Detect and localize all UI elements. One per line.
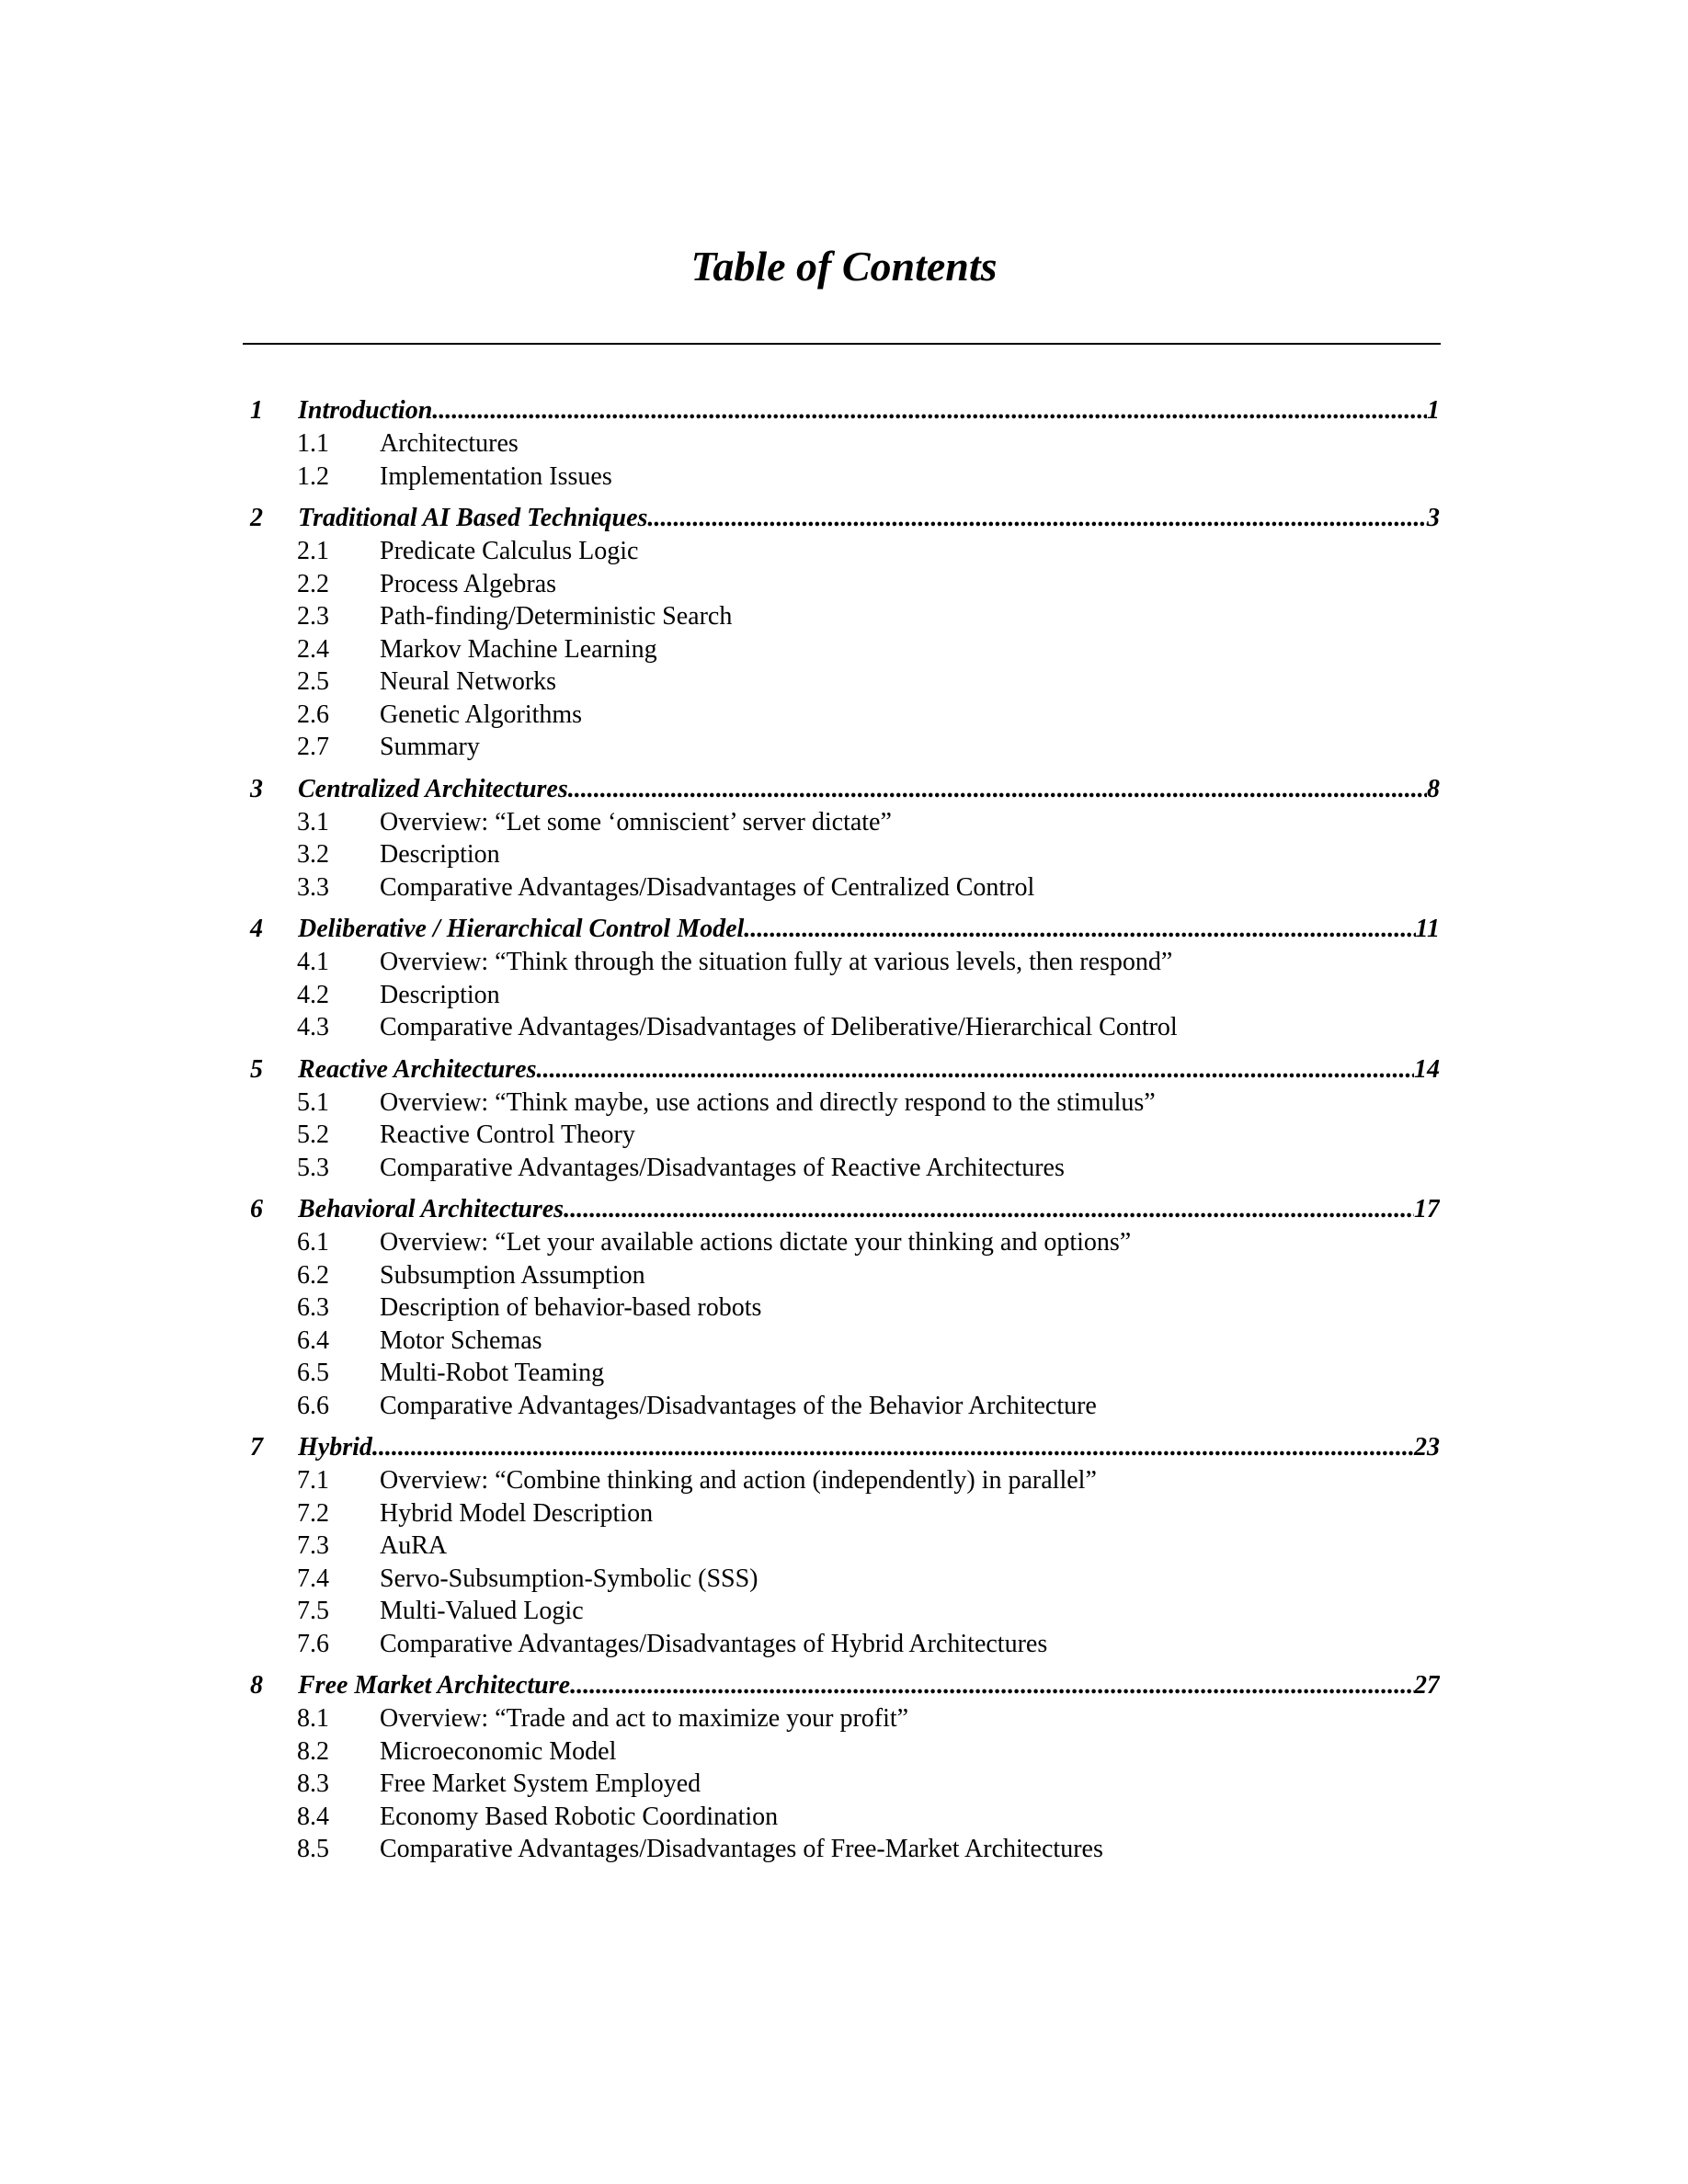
toc-section-entry[interactable] — [0, 1595, 1688, 1628]
section-title: Free Market System Employed — [380, 1769, 701, 1798]
section-title: Overview: “Let some ‘omniscient’ server dictate” — [380, 807, 892, 836]
section-number: 7.4 — [297, 1564, 329, 1593]
toc-section-entry[interactable] — [0, 535, 1688, 568]
section-number: 2.3 — [297, 602, 329, 631]
toc-section-entry[interactable] — [0, 1768, 1688, 1801]
section-title: Comparative Advantages/Disadvantages of Reactive Architectures — [380, 1153, 1065, 1182]
chapter-title: Behavioral Architectures — [298, 1195, 565, 1223]
section-title: Architectures — [380, 429, 519, 458]
section-number: 2.1 — [297, 537, 329, 565]
chapter-number: 1 — [250, 396, 263, 425]
section-title: Path-finding/Deterministic Search — [380, 602, 733, 631]
section-title: Reactive Control Theory — [380, 1120, 635, 1149]
chapter-title: Deliberative / Hierarchical Control Model — [298, 915, 745, 943]
chapter-line — [298, 502, 1440, 535]
section-number: 8.3 — [297, 1769, 329, 1798]
section-title: Multi-Robot Teaming — [380, 1359, 605, 1387]
dot-leader — [744, 913, 1415, 946]
section-number: 6.4 — [297, 1325, 329, 1355]
toc-section-entry[interactable] — [0, 1464, 1688, 1497]
section-title: Comparative Advantages/Disadvantages of Hybrid Architectures — [380, 1629, 1048, 1658]
section-number: 7.6 — [297, 1629, 329, 1658]
section-number: 5.1 — [297, 1087, 329, 1117]
chapter-title: Hybrid — [298, 1433, 372, 1462]
section-number: 3.2 — [297, 840, 329, 869]
chapter-line — [298, 394, 1440, 427]
toc-section-entry[interactable] — [0, 1833, 1688, 1866]
page-title: Table of Contents — [690, 243, 998, 290]
chapter-number: 6 — [250, 1195, 263, 1223]
section-title: Microeconomic Model — [380, 1736, 617, 1766]
section-number: 4.1 — [297, 948, 329, 976]
chapter-page-number: 1 — [1427, 396, 1440, 425]
section-title: Description — [380, 980, 500, 1009]
section-number: 5.3 — [297, 1153, 329, 1182]
chapter-page-number: 17 — [1414, 1195, 1440, 1223]
section-number: 7.3 — [297, 1531, 329, 1560]
chapter-number: 8 — [250, 1671, 263, 1700]
toc-section-entry[interactable] — [0, 1011, 1688, 1044]
chapter-number: 3 — [250, 774, 263, 803]
toc-section-entry[interactable] — [0, 1325, 1688, 1358]
toc-chapter — [0, 1053, 1688, 1185]
chapter-page-number: 14 — [1414, 1054, 1440, 1084]
toc-chapter-entry[interactable] — [0, 1053, 1688, 1086]
section-number: 3.3 — [297, 872, 329, 902]
chapter-title: Traditional AI Based Techniques — [298, 504, 648, 532]
toc-section-entry[interactable] — [0, 1119, 1688, 1152]
section-title: Description of behavior-based robots — [380, 1293, 762, 1322]
section-number: 2.4 — [297, 634, 329, 664]
section-number: 8.4 — [297, 1802, 329, 1831]
section-title: Overview: “Trade and act to maximize your profit” — [380, 1704, 909, 1733]
section-number: 2.7 — [297, 733, 329, 761]
dot-leader — [647, 502, 1427, 535]
section-number: 8.5 — [297, 1835, 329, 1863]
chapter-page-number: 3 — [1427, 504, 1440, 532]
chapter-page-number: 23 — [1414, 1433, 1440, 1462]
section-number: 6.2 — [297, 1260, 329, 1290]
section-title: Genetic Algorithms — [380, 700, 583, 729]
toc-chapter — [0, 1431, 1688, 1660]
title-divider — [243, 343, 1441, 345]
toc-chapter — [0, 773, 1688, 904]
toc-section-entry[interactable] — [0, 461, 1688, 494]
chapter-line — [298, 1669, 1440, 1702]
chapter-title: Introduction — [298, 396, 433, 425]
section-number: 2.6 — [297, 700, 329, 729]
section-title: Motor Schemas — [380, 1325, 542, 1355]
section-title: Process Algebras — [380, 569, 557, 598]
toc-section-entry[interactable] — [0, 1801, 1688, 1834]
section-title: Multi-Valued Logic — [380, 1597, 584, 1625]
chapter-line — [298, 773, 1440, 806]
section-number: 8.1 — [297, 1704, 329, 1733]
section-title: Description — [380, 840, 500, 869]
section-title: Overview: “Let your available actions dictate your thinking and options” — [380, 1228, 1132, 1257]
chapter-number: 4 — [250, 915, 263, 943]
toc-chapter-entry[interactable] — [0, 394, 1688, 427]
section-title: Comparative Advantages/Disadvantages of Free-Market Architectures — [380, 1835, 1103, 1863]
chapter-line — [298, 1193, 1440, 1226]
toc-chapter-entry[interactable] — [0, 1193, 1688, 1226]
section-number: 2.5 — [297, 667, 329, 696]
section-number: 5.2 — [297, 1120, 329, 1149]
section-number: 8.2 — [297, 1736, 329, 1766]
toc-section-entry[interactable] — [0, 1291, 1688, 1325]
section-title: Economy Based Robotic Coordination — [380, 1802, 779, 1831]
section-number: 4.3 — [297, 1013, 329, 1041]
section-number: 1.2 — [297, 461, 329, 491]
section-title: Comparative Advantages/Disadvantages of the Behavior Architecture — [380, 1391, 1097, 1420]
toc-chapter — [0, 1193, 1688, 1422]
toc-section-entry[interactable] — [0, 699, 1688, 732]
toc-section-entry[interactable] — [0, 806, 1688, 839]
toc-section-entry[interactable] — [0, 665, 1688, 699]
chapter-title: Reactive Architectures — [298, 1054, 537, 1084]
toc-section-entry[interactable] — [0, 1357, 1688, 1390]
section-number: 6.1 — [297, 1228, 329, 1257]
toc-chapter-entry[interactable] — [0, 1669, 1688, 1702]
section-title: Summary — [380, 733, 480, 761]
section-title: Hybrid Model Description — [380, 1498, 654, 1528]
section-title: Markov Machine Learning — [380, 634, 657, 664]
section-title: Subsumption Assumption — [380, 1260, 645, 1290]
chapter-title: Centralized Architectures — [298, 774, 568, 803]
toc-chapter — [0, 502, 1688, 764]
section-number: 7.1 — [297, 1466, 329, 1495]
toc-chapter-entry[interactable] — [0, 1431, 1688, 1464]
section-number: 1.1 — [297, 429, 329, 458]
section-title: Servo-Subsumption-Symbolic (SSS) — [380, 1564, 758, 1593]
toc-section-entry[interactable] — [0, 1563, 1688, 1596]
toc-chapter — [0, 1669, 1688, 1866]
chapter-line — [298, 1431, 1440, 1464]
section-number: 2.2 — [297, 569, 329, 598]
toc-chapter-entry[interactable] — [0, 913, 1688, 946]
toc-section-entry[interactable] — [0, 600, 1688, 633]
chapter-title: Free Market Architecture — [298, 1671, 571, 1700]
chapter-number: 5 — [250, 1054, 263, 1084]
toc-list — [0, 394, 1688, 1866]
section-title: AuRA — [380, 1531, 448, 1560]
chapter-number: 7 — [250, 1433, 263, 1462]
dot-leader — [372, 1431, 1414, 1464]
chapter-page-number: 8 — [1427, 774, 1440, 803]
toc-section-entry[interactable] — [0, 1390, 1688, 1423]
toc-section-entry[interactable] — [0, 1497, 1688, 1530]
section-number: 6.6 — [297, 1391, 329, 1420]
toc-section-entry[interactable] — [0, 1226, 1688, 1259]
toc-chapter — [0, 913, 1688, 1044]
toc-section-entry[interactable] — [0, 946, 1688, 979]
chapter-page-number: 11 — [1415, 915, 1440, 943]
section-title: Overview: “Think maybe, use actions and directly respond to the stimulus” — [380, 1087, 1156, 1117]
section-number: 4.2 — [297, 980, 329, 1009]
toc-chapter — [0, 394, 1688, 493]
toc-section-entry[interactable] — [0, 1259, 1688, 1292]
section-number: 7.5 — [297, 1597, 329, 1625]
section-title: Comparative Advantages/Disadvantages of Centralized Control — [380, 872, 1035, 902]
toc-section-entry[interactable] — [0, 1628, 1688, 1661]
toc-section-entry[interactable] — [0, 731, 1688, 764]
toc-section-entry[interactable] — [0, 1530, 1688, 1563]
toc-section-entry[interactable] — [0, 427, 1688, 461]
section-title: Overview: “Think through the situation fully at various levels, then respond” — [380, 948, 1173, 976]
section-title: Implementation Issues — [380, 461, 612, 491]
section-title: Comparative Advantages/Disadvantages of Deliberative/Hierarchical Control — [380, 1013, 1178, 1041]
toc-chapter-entry[interactable] — [0, 773, 1688, 806]
dot-leader — [564, 1193, 1414, 1226]
section-title: Predicate Calculus Logic — [380, 537, 639, 565]
section-title: Overview: “Combine thinking and action (independently) in parallel” — [380, 1466, 1097, 1495]
chapter-page-number: 27 — [1414, 1671, 1440, 1700]
toc-section-entry[interactable] — [0, 568, 1688, 601]
section-number: 6.3 — [297, 1293, 329, 1322]
chapter-number: 2 — [250, 504, 263, 532]
dot-leader — [432, 394, 1427, 427]
dot-leader — [536, 1053, 1414, 1086]
chapter-line — [298, 1053, 1440, 1086]
chapter-line — [298, 913, 1440, 946]
toc-chapter-entry[interactable] — [0, 502, 1688, 535]
toc-section-entry[interactable] — [0, 633, 1688, 666]
section-number: 7.2 — [297, 1498, 329, 1528]
dot-leader — [570, 1669, 1414, 1702]
section-number: 6.5 — [297, 1359, 329, 1387]
section-title: Neural Networks — [380, 667, 557, 696]
toc-section-entry[interactable] — [0, 1086, 1688, 1120]
section-number: 3.1 — [297, 807, 329, 836]
toc-section-entry[interactable] — [0, 1735, 1688, 1769]
toc-section-entry[interactable] — [0, 838, 1688, 871]
toc-section-entry[interactable] — [0, 1152, 1688, 1185]
toc-section-entry[interactable] — [0, 979, 1688, 1012]
dot-leader — [568, 773, 1427, 806]
toc-section-entry[interactable] — [0, 1702, 1688, 1735]
toc-section-entry[interactable] — [0, 871, 1688, 904]
